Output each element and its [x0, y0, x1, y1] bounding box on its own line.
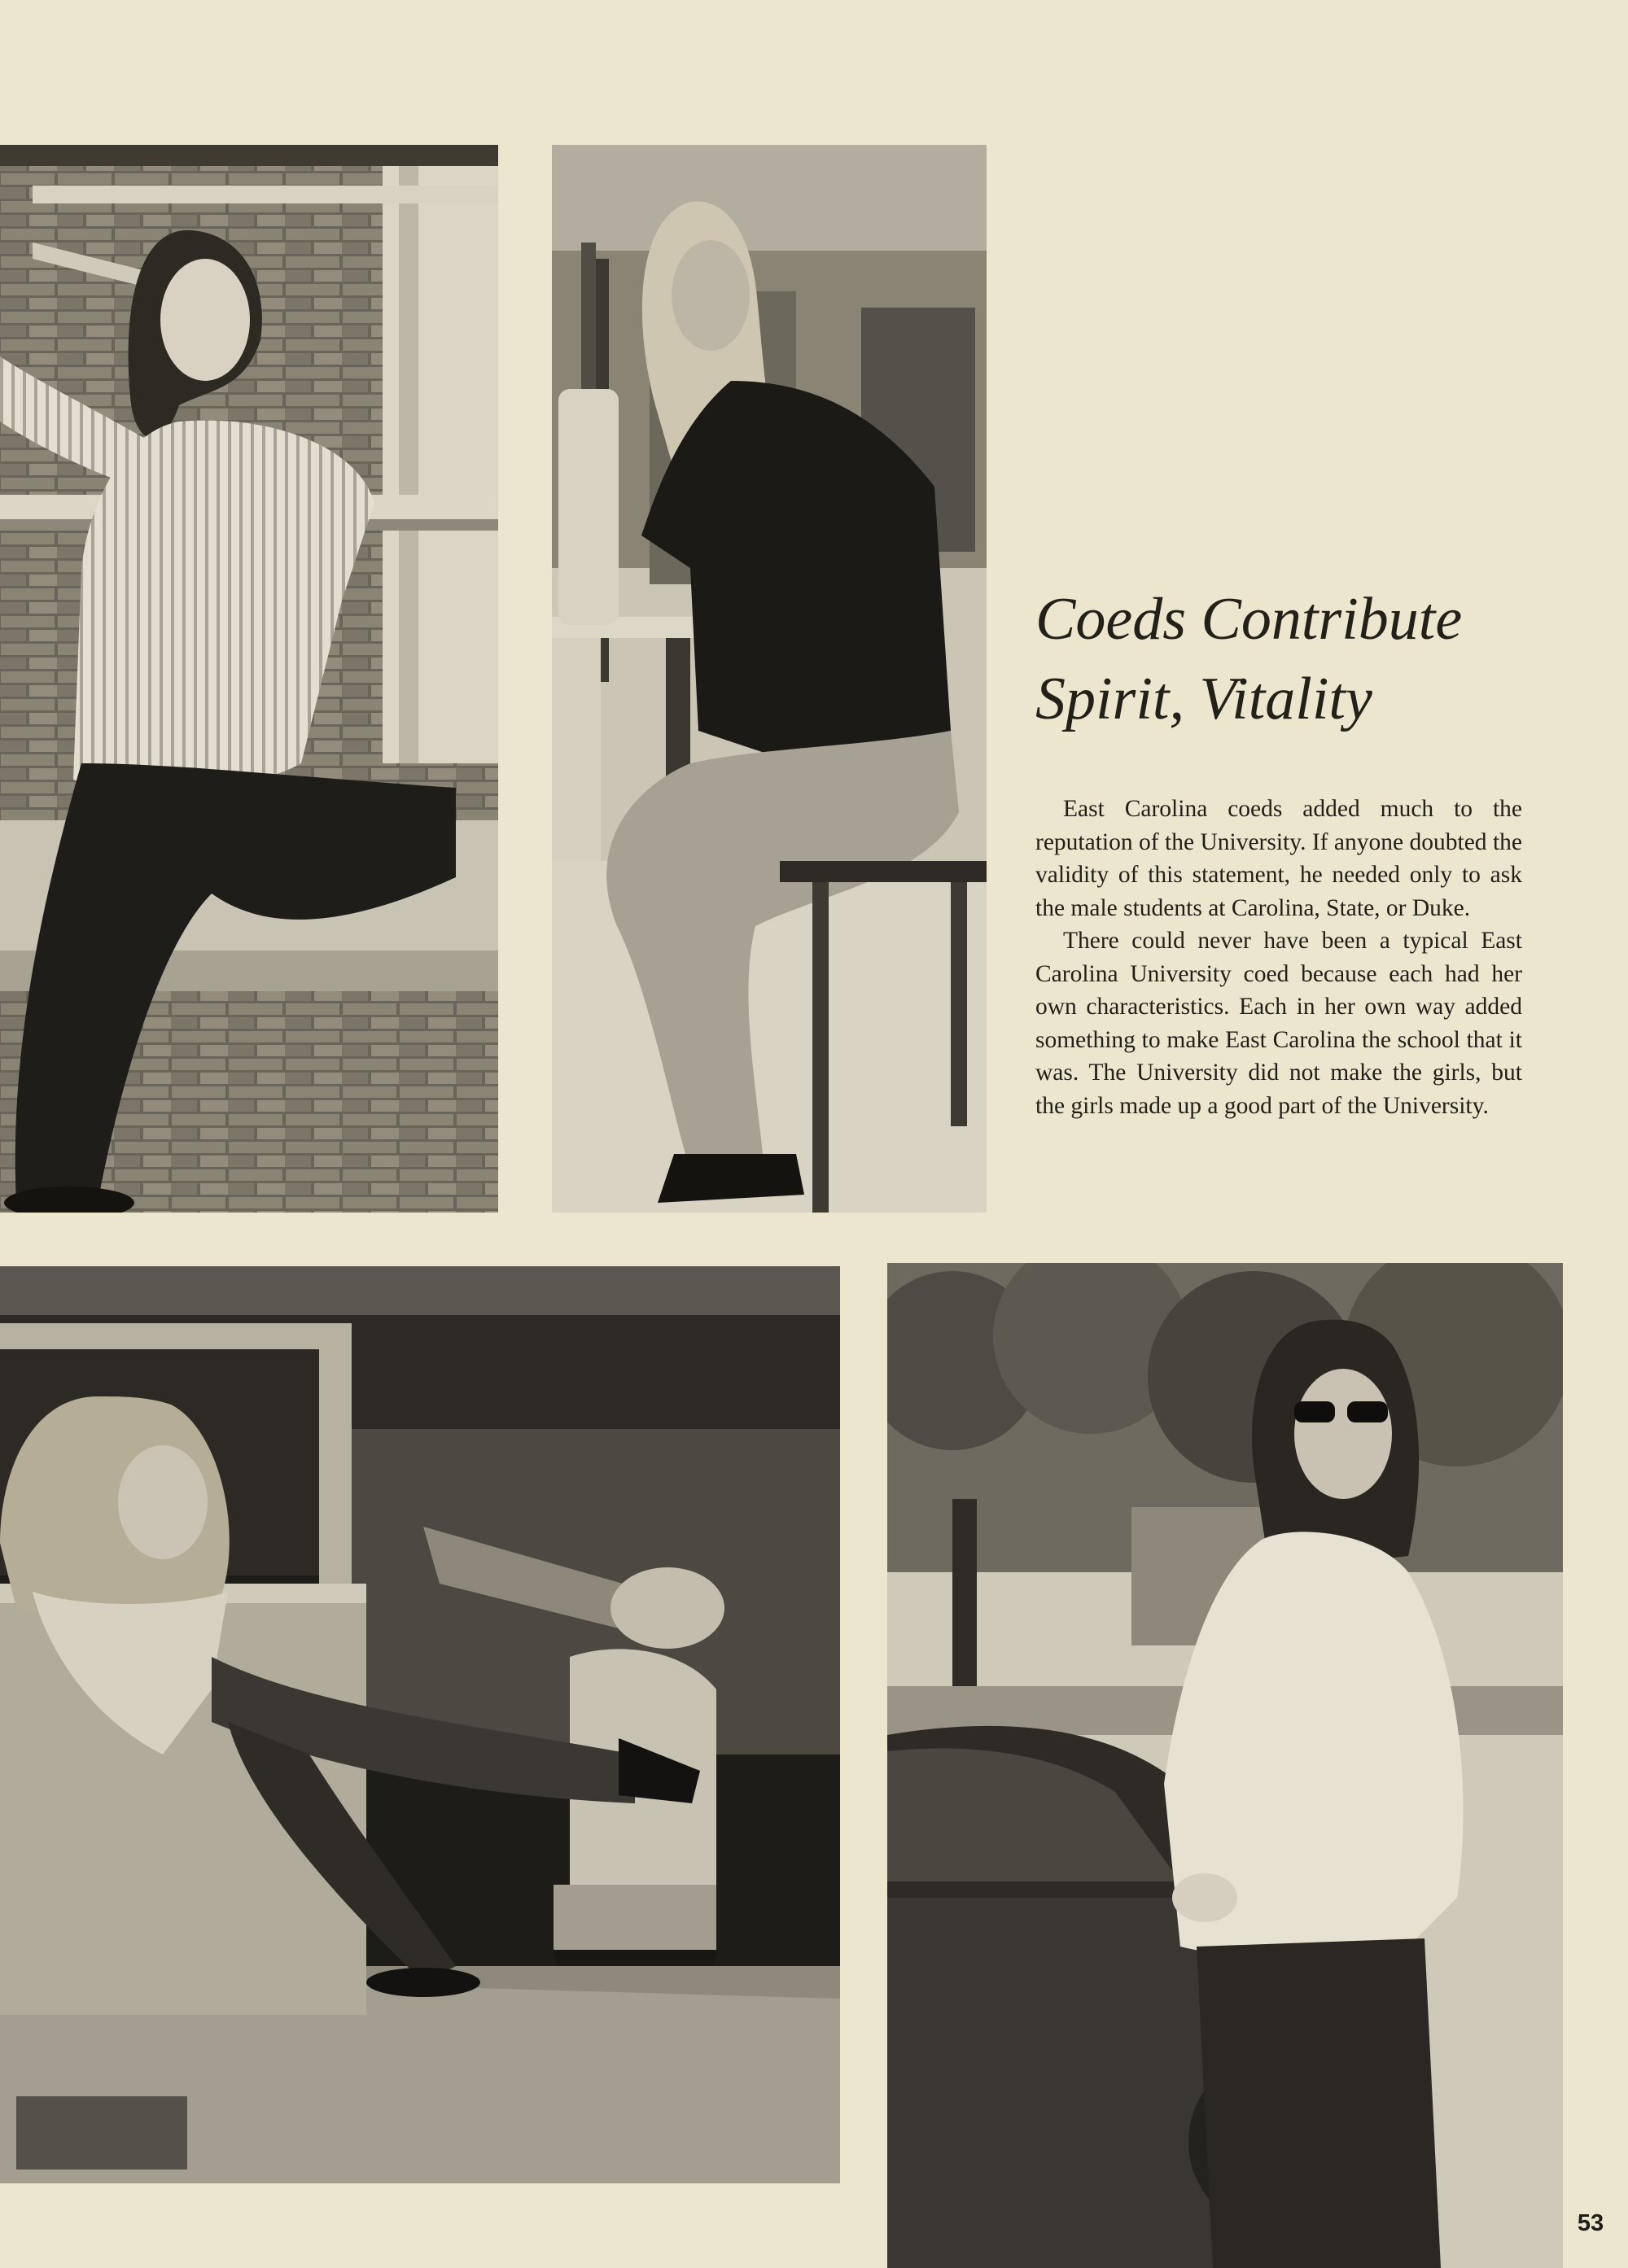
photo-coed-climbing-out-of-car	[0, 1266, 840, 2183]
article-paragraph-1: East Carolina coeds added much to the reputation of the University. If anyone doubted the validity of this statement, he needed only to ask the male students at Carolina, State, or Duke.	[1035, 796, 1522, 921]
article-headline	[1035, 579, 1573, 739]
article-body	[1035, 793, 1522, 1122]
article-paragraph-2: There could never have been a typical East Carolina University coed because each had her own characteristics. Each in her own way added something to make East Carolina the school that it was. The University did not make the girls, but the girls made up a good part of the University.	[1035, 928, 1522, 1119]
headline-line-2: Spirit, Vitality	[1035, 666, 1372, 732]
headline-line-1: Coeds Contribute	[1035, 586, 1463, 653]
photo-coed-on-brick-ledge	[0, 145, 498, 1213]
photo-coed-at-workbench	[552, 145, 987, 1213]
page-number: 53	[1577, 2210, 1604, 2236]
photo-coed-beside-car	[887, 1263, 1563, 2268]
